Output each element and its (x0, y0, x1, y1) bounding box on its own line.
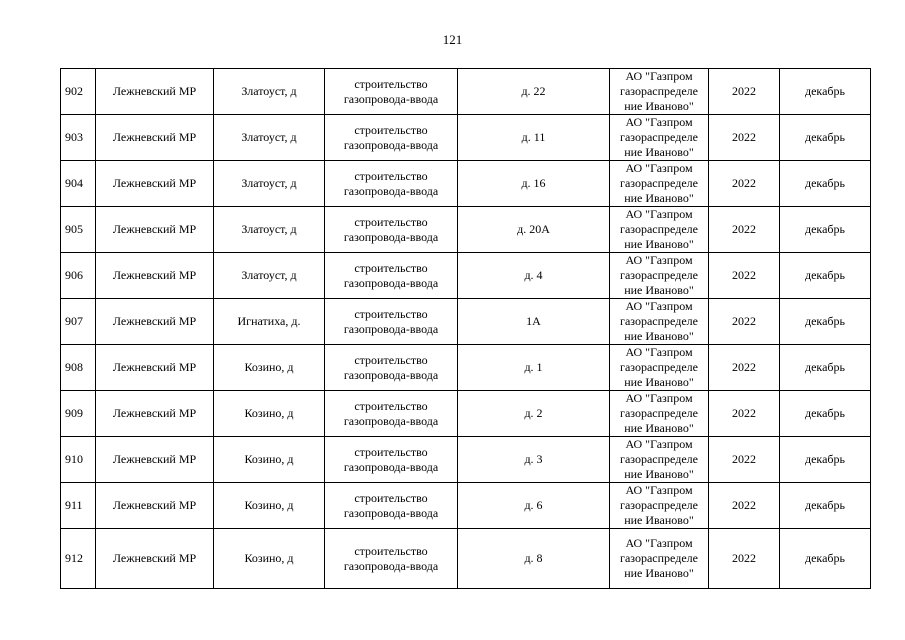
district-cell: Лежневский МР (96, 207, 214, 253)
organization-line: ние Иваново" (624, 421, 694, 435)
district-cell: Лежневский МР (96, 115, 214, 161)
organization-cell (610, 345, 709, 391)
organization-line: ние Иваново" (624, 329, 694, 343)
organization-line: газораспределе (620, 551, 698, 565)
year-cell: 2022 (709, 207, 780, 253)
work-type-line: строительство (354, 490, 428, 505)
organization-line: газораспределе (620, 314, 698, 328)
organization-line: ние Иваново" (624, 283, 694, 297)
organization-cell (610, 483, 709, 529)
organization-line: АО "Газпром (625, 483, 693, 497)
month-cell: декабрь (780, 299, 871, 345)
organization-cell (610, 69, 709, 115)
organization-line: ние Иваново" (624, 513, 694, 527)
work-type-line: газопровода-ввода (343, 137, 439, 152)
work-type-cell (325, 483, 458, 529)
address-cell: д. 6 (458, 483, 610, 529)
address-cell: д. 2 (458, 391, 610, 437)
row-number: 908 (61, 345, 96, 391)
district-cell: Лежневский МР (96, 437, 214, 483)
month-cell: декабрь (780, 253, 871, 299)
work-type-cell (325, 299, 458, 345)
table-row (61, 483, 871, 529)
work-type-line: строительство (354, 214, 428, 229)
organization-line: ние Иваново" (624, 566, 694, 580)
row-number: 903 (61, 115, 96, 161)
table-row (61, 115, 871, 161)
work-type-cell (325, 161, 458, 207)
month-cell: декабрь (780, 391, 871, 437)
settlement-cell: Козино, д (214, 529, 325, 589)
work-type-cell (325, 345, 458, 391)
address-cell: д. 16 (458, 161, 610, 207)
work-type-cell (325, 253, 458, 299)
work-type-line: газопровода-ввода (343, 183, 439, 198)
row-number: 911 (61, 483, 96, 529)
work-type-line: строительство (354, 444, 428, 459)
work-type-line: газопровода-ввода (343, 367, 439, 382)
year-cell: 2022 (709, 437, 780, 483)
district-cell: Лежневский МР (96, 345, 214, 391)
work-type-cell (325, 207, 458, 253)
organization-line: газораспределе (620, 130, 698, 144)
month-cell: декабрь (780, 483, 871, 529)
organization-cell (610, 529, 709, 589)
settlement-cell: Козино, д (214, 345, 325, 391)
year-cell: 2022 (709, 345, 780, 391)
table-body (61, 69, 871, 589)
organization-line: АО "Газпром (625, 299, 693, 313)
organization-line: АО "Газпром (625, 161, 693, 175)
work-type-line: строительство (354, 76, 428, 91)
work-type-line: газопровода-ввода (343, 229, 439, 244)
work-type-cell (325, 437, 458, 483)
work-type-line: газопровода-ввода (343, 413, 439, 428)
district-cell: Лежневский МР (96, 299, 214, 345)
organization-line: АО "Газпром (625, 536, 693, 550)
table-row (61, 299, 871, 345)
table-row (61, 437, 871, 483)
work-type-cell (325, 391, 458, 437)
organization-line: АО "Газпром (625, 253, 693, 267)
address-cell: д. 20А (458, 207, 610, 253)
organization-line: АО "Газпром (625, 207, 693, 221)
organization-cell (610, 299, 709, 345)
row-number: 910 (61, 437, 96, 483)
work-type-line: газопровода-ввода (343, 558, 439, 573)
organization-line: АО "Газпром (625, 345, 693, 359)
organization-line: газораспределе (620, 84, 698, 98)
organization-line: ние Иваново" (624, 191, 694, 205)
settlement-cell: Златоуст, д (214, 207, 325, 253)
organization-line: газораспределе (620, 222, 698, 236)
month-cell: декабрь (780, 345, 871, 391)
organization-line: ние Иваново" (624, 145, 694, 159)
organization-line: ние Иваново" (624, 237, 694, 251)
settlement-cell: Златоуст, д (214, 115, 325, 161)
work-type-line: строительство (354, 260, 428, 275)
row-number: 907 (61, 299, 96, 345)
district-cell: Лежневский МР (96, 391, 214, 437)
month-cell: декабрь (780, 69, 871, 115)
organization-cell (610, 437, 709, 483)
year-cell: 2022 (709, 391, 780, 437)
work-type-line: газопровода-ввода (343, 91, 439, 106)
year-cell: 2022 (709, 161, 780, 207)
table-row (61, 345, 871, 391)
month-cell: декабрь (780, 115, 871, 161)
row-number: 906 (61, 253, 96, 299)
address-cell: д. 22 (458, 69, 610, 115)
organization-line: АО "Газпром (625, 115, 693, 129)
district-cell: Лежневский МР (96, 69, 214, 115)
district-cell: Лежневский МР (96, 161, 214, 207)
settlement-cell: Златоуст, д (214, 69, 325, 115)
organization-line: АО "Газпром (625, 437, 693, 451)
settlement-cell: Козино, д (214, 483, 325, 529)
district-cell: Лежневский МР (96, 253, 214, 299)
settlement-cell: Златоуст, д (214, 161, 325, 207)
year-cell: 2022 (709, 69, 780, 115)
settlement-cell: Козино, д (214, 391, 325, 437)
month-cell: декабрь (780, 437, 871, 483)
organization-line: газораспределе (620, 268, 698, 282)
organization-line: АО "Газпром (625, 69, 693, 83)
month-cell: декабрь (780, 529, 871, 589)
organization-line: газораспределе (620, 452, 698, 466)
address-cell: д. 3 (458, 437, 610, 483)
work-type-cell (325, 115, 458, 161)
address-cell: д. 11 (458, 115, 610, 161)
organization-line: газораспределе (620, 360, 698, 374)
table-row (61, 69, 871, 115)
work-type-cell (325, 529, 458, 589)
organization-line: ние Иваново" (624, 467, 694, 481)
work-type-line: газопровода-ввода (343, 505, 439, 520)
settlement-cell: Златоуст, д (214, 253, 325, 299)
work-type-line: газопровода-ввода (343, 275, 439, 290)
month-cell: декабрь (780, 161, 871, 207)
month-cell: декабрь (780, 207, 871, 253)
organization-cell (610, 207, 709, 253)
address-cell: д. 1 (458, 345, 610, 391)
work-type-line: газопровода-ввода (343, 459, 439, 474)
work-type-line: строительство (354, 306, 428, 321)
work-type-line: строительство (354, 543, 428, 558)
organization-line: газораспределе (620, 406, 698, 420)
work-type-line: строительство (354, 122, 428, 137)
address-cell: д. 8 (458, 529, 610, 589)
year-cell: 2022 (709, 299, 780, 345)
district-cell: Лежневский МР (96, 483, 214, 529)
organization-cell (610, 115, 709, 161)
work-type-line: строительство (354, 168, 428, 183)
gas-connection-table (60, 68, 871, 589)
page-number: 121 (442, 32, 463, 47)
row-number: 905 (61, 207, 96, 253)
organization-line: ние Иваново" (624, 99, 694, 113)
address-cell: д. 4 (458, 253, 610, 299)
settlement-cell: Игнатиха, д. (214, 299, 325, 345)
organization-line: газораспределе (620, 176, 698, 190)
settlement-cell: Козино, д (214, 437, 325, 483)
organization-cell (610, 161, 709, 207)
year-cell: 2022 (709, 115, 780, 161)
year-cell: 2022 (709, 253, 780, 299)
year-cell: 2022 (709, 483, 780, 529)
work-type-line: строительство (354, 398, 428, 413)
table-row (61, 253, 871, 299)
district-cell: Лежневский МР (96, 529, 214, 589)
work-type-cell (325, 69, 458, 115)
organization-line: ние Иваново" (624, 375, 694, 389)
organization-cell (610, 391, 709, 437)
organization-cell (610, 253, 709, 299)
row-number: 909 (61, 391, 96, 437)
table-row (61, 161, 871, 207)
organization-line: АО "Газпром (625, 391, 693, 405)
work-type-line: строительство (354, 352, 428, 367)
table-row (61, 391, 871, 437)
organization-line: газораспределе (620, 498, 698, 512)
row-number: 904 (61, 161, 96, 207)
work-type-line: газопровода-ввода (343, 321, 439, 336)
row-number: 912 (61, 529, 96, 589)
row-number: 902 (61, 69, 96, 115)
table-row (61, 207, 871, 253)
year-cell: 2022 (709, 529, 780, 589)
table-row (61, 529, 871, 589)
address-cell: 1А (458, 299, 610, 345)
